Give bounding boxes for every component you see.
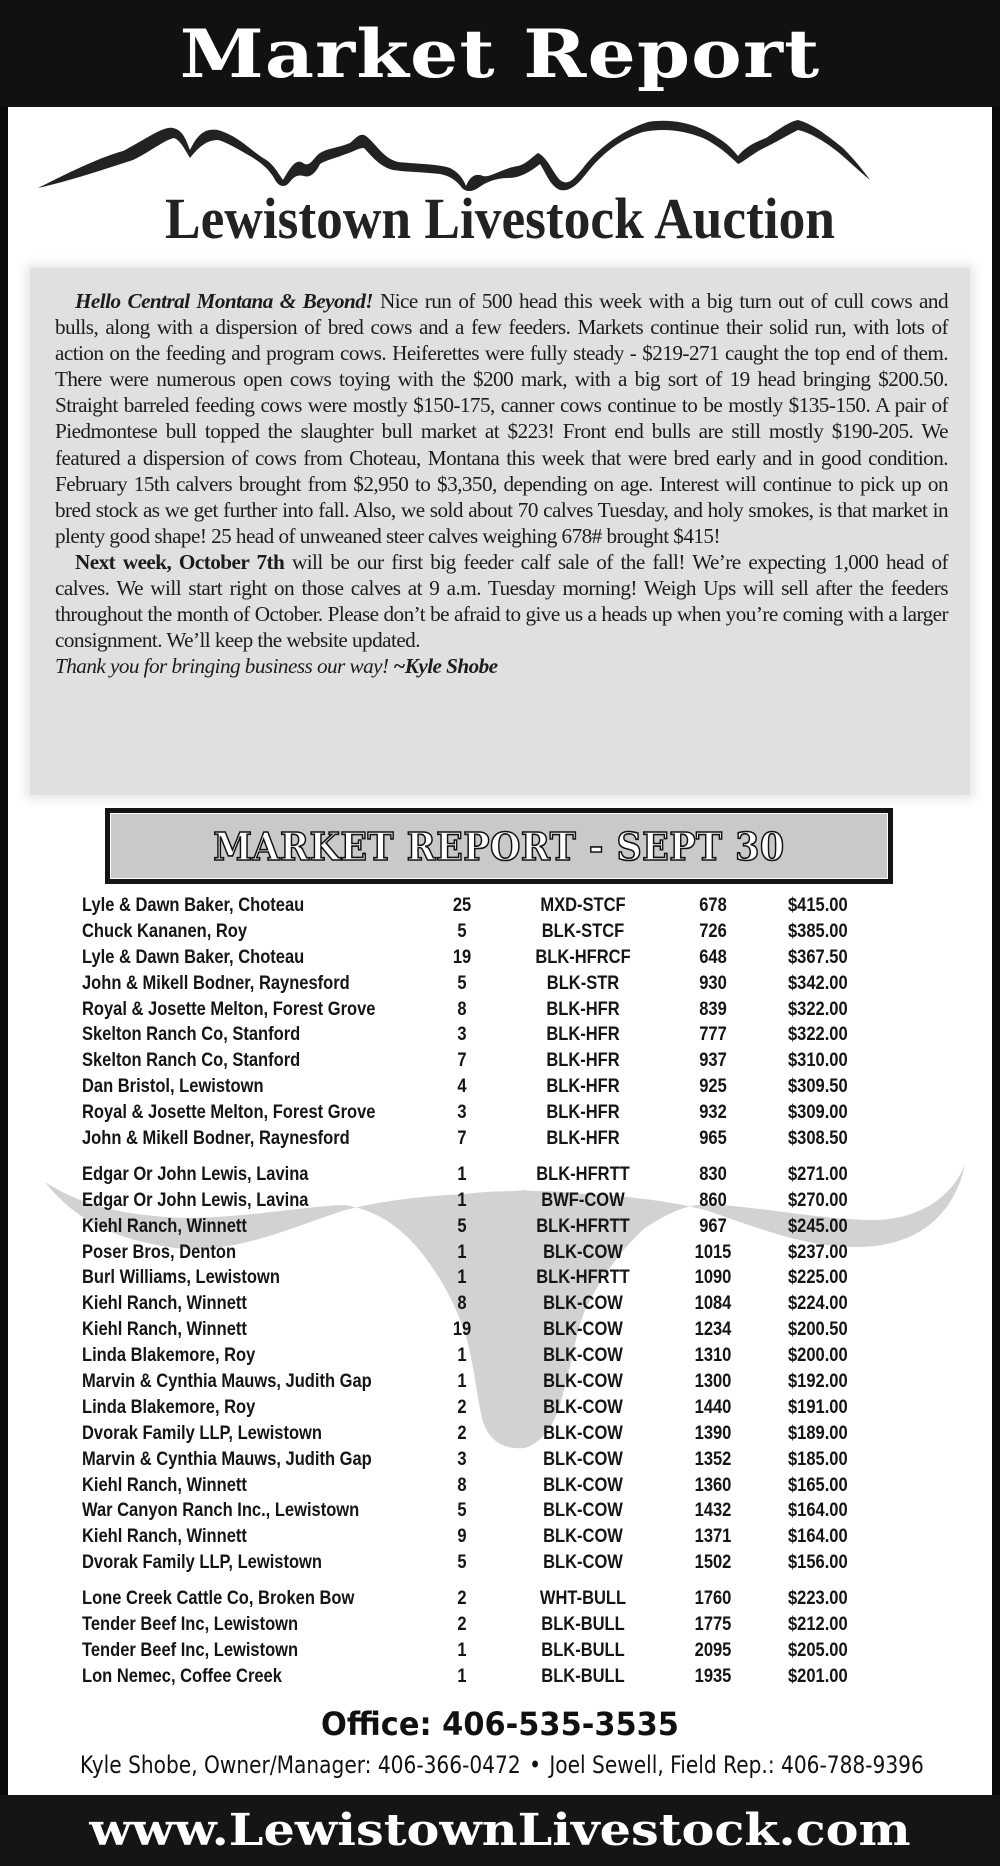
seller-name: John & Mikell Bodner, Raynesford — [82, 1128, 350, 1150]
seller-name: Lyle & Dawn Baker, Choteau — [82, 946, 305, 968]
seller-name: Linda Blakemore, Roy — [82, 1345, 256, 1367]
cattle-type: MXD-STCF — [540, 895, 626, 916]
seller-name: Skelton Ranch Co, Stanford — [82, 1050, 301, 1072]
seller-name: War Canyon Ranch Inc., Lewistown — [82, 1500, 360, 1522]
table-row — [0, 1473, 1000, 1499]
cattle-type: BLK-HFR — [546, 1024, 620, 1046]
weight: 860 — [699, 1189, 727, 1211]
cattle-type: BLK-STCF — [541, 920, 625, 942]
weight: 1084 — [694, 1293, 732, 1315]
seller-name: Tender Beef Inc, Lewistown — [82, 1614, 299, 1636]
intro-letter — [30, 268, 970, 795]
seller-name: Kiehl Ranch, Winnett — [82, 1319, 247, 1341]
seller-name: Dvorak Family LLP, Lewistown — [82, 1422, 322, 1444]
weight: 839 — [699, 998, 727, 1020]
intro-paragraph-2 — [55, 549, 948, 679]
weight: 967 — [699, 1215, 727, 1237]
head-count: 2 — [457, 1614, 467, 1636]
table-row — [0, 1265, 1000, 1291]
price: $164.00 — [788, 1526, 848, 1548]
seller-name: Royal & Josette Melton, Forest Grove — [82, 998, 376, 1020]
head-count: 1 — [457, 1163, 467, 1185]
price: $309.50 — [788, 1076, 848, 1098]
contacts-line — [80, 1748, 924, 1782]
weight: 1360 — [694, 1474, 732, 1496]
seller-name: John & Mikell Bodner, Raynesford — [82, 972, 350, 994]
head-count: 8 — [457, 998, 467, 1020]
website-link[interactable]: www.LewistownLivestock.com — [89, 1805, 911, 1856]
weight: 1775 — [694, 1614, 732, 1636]
weight: 678 — [699, 895, 727, 916]
seller-name: Marvin & Cynthia Mauws, Judith Gap — [82, 1371, 372, 1393]
head-count: 1 — [457, 1371, 467, 1393]
weight: 1310 — [694, 1345, 732, 1367]
header-bar — [0, 0, 1000, 107]
price: $185.00 — [788, 1448, 848, 1470]
sale-group — [0, 1162, 1000, 1576]
header-title: Market Report — [179, 15, 821, 93]
footer-bar — [0, 1795, 1000, 1866]
seller-name: Kiehl Ranch, Winnett — [82, 1215, 247, 1237]
seller-name: Dan Bristol, Lewistown — [82, 1076, 264, 1098]
price: $270.00 — [788, 1189, 848, 1211]
cattle-type: BLK-COW — [543, 1293, 623, 1315]
cattle-type: BLK-COW — [543, 1474, 623, 1496]
table-row — [0, 1612, 1000, 1638]
table-row — [0, 1498, 1000, 1524]
table-row — [0, 997, 1000, 1023]
cattle-type: BLK-HFRTT — [536, 1267, 630, 1289]
weight: 965 — [699, 1128, 727, 1150]
table-row — [0, 1291, 1000, 1317]
seller-name: Lyle & Dawn Baker, Choteau — [82, 895, 305, 916]
head-count: 5 — [457, 1552, 467, 1574]
weight: 830 — [699, 1163, 727, 1185]
seller-name: Lone Creek Cattle Co, Broken Bow — [82, 1588, 355, 1610]
price: $245.00 — [788, 1215, 848, 1237]
cattle-type: WHT-BULL — [539, 1588, 627, 1610]
table-row — [0, 1240, 1000, 1266]
weight: 777 — [699, 1024, 727, 1046]
price: $271.00 — [788, 1163, 848, 1185]
price: $201.00 — [788, 1665, 848, 1687]
weight: 1432 — [694, 1500, 732, 1522]
table-row — [0, 1126, 1000, 1152]
table-row — [0, 1369, 1000, 1395]
head-count: 7 — [457, 1128, 467, 1150]
head-count: 1 — [457, 1189, 467, 1211]
price: $322.00 — [788, 998, 848, 1020]
table-row — [0, 893, 1000, 919]
office-phone: Office: 406-535-3535 — [321, 1705, 679, 1743]
price: $385.00 — [788, 920, 848, 942]
table-row — [0, 1100, 1000, 1126]
field-rep-contact: Joel Sewell, Field Rep.: 406-788-9396 — [549, 1751, 924, 1779]
cattle-type: BLK-COW — [543, 1396, 623, 1418]
intro-paragraph-1 — [55, 288, 948, 549]
table-row — [0, 1214, 1000, 1240]
head-count: 3 — [457, 1024, 467, 1046]
seller-name: Kiehl Ranch, Winnett — [82, 1293, 247, 1315]
head-count: 8 — [457, 1293, 467, 1315]
head-count: 1 — [457, 1345, 467, 1367]
intro-paragraph-2-text: will be our first big feeder calf sale of the fall! We’re expecting 1,000 head of calves. We will start right on those calves at 9 a.m. Tuesday morning! Weigh Ups will sell after the feeders throughout the month of October. Please don’t be afraid to give us a heads up when you’re coming with a larger consignment. We’ll keep the website updated. — [55, 549, 949, 653]
seller-name: Tender Beef Inc, Lewistown — [82, 1639, 299, 1661]
table-row — [0, 1048, 1000, 1074]
price: $322.00 — [788, 1024, 848, 1046]
price: $310.00 — [788, 1050, 848, 1072]
weight: 1440 — [694, 1396, 732, 1418]
frame-right-border — [992, 107, 1000, 1795]
head-count: 3 — [457, 1102, 467, 1124]
head-count: 2 — [457, 1422, 467, 1444]
weight: 930 — [699, 972, 727, 994]
weight: 1502 — [694, 1552, 732, 1574]
table-row — [0, 1162, 1000, 1188]
seller-name: Dvorak Family LLP, Lewistown — [82, 1552, 322, 1574]
price: $342.00 — [788, 972, 848, 994]
weight: 925 — [699, 1076, 727, 1098]
price: $205.00 — [788, 1639, 848, 1661]
head-count: 5 — [457, 972, 467, 994]
table-row — [0, 1586, 1000, 1612]
head-count: 1 — [457, 1665, 467, 1687]
price: $415.00 — [788, 895, 848, 916]
head-count: 4 — [457, 1076, 467, 1098]
price: $367.50 — [788, 946, 848, 968]
weight: 726 — [699, 920, 727, 942]
weight: 1234 — [694, 1319, 732, 1341]
weight: 1352 — [694, 1448, 732, 1470]
cattle-type: BLK-COW — [543, 1371, 623, 1393]
sale-group — [0, 893, 1000, 1152]
weight: 1760 — [694, 1588, 732, 1610]
table-row — [0, 1447, 1000, 1473]
weight: 1300 — [694, 1371, 732, 1393]
seller-name: Kiehl Ranch, Winnett — [82, 1474, 247, 1496]
cattle-type: BLK-COW — [543, 1448, 623, 1470]
price: $224.00 — [788, 1293, 848, 1315]
seller-name: Lon Nemec, Coffee Creek — [82, 1665, 282, 1687]
sales-table — [0, 893, 1000, 1690]
market-report-title: MARKET REPORT - SEPT 30 — [213, 824, 785, 869]
price: $200.00 — [788, 1345, 848, 1367]
head-count: 9 — [457, 1526, 467, 1548]
cattle-type: BLK-HFRTT — [536, 1163, 630, 1185]
seller-name: Linda Blakemore, Roy — [82, 1396, 256, 1418]
head-count: 19 — [452, 1319, 472, 1341]
cattle-type: BLK-HFR — [546, 1102, 620, 1124]
next-week-highlight: Next week, October 7th — [75, 549, 285, 574]
cattle-type: BLK-BULL — [541, 1639, 625, 1661]
seller-name: Chuck Kananen, Roy — [82, 920, 248, 942]
weight: 2095 — [694, 1639, 732, 1661]
cattle-type: BLK-COW — [543, 1552, 623, 1574]
seller-name: Royal & Josette Melton, Forest Grove — [82, 1102, 376, 1124]
seller-name: Kiehl Ranch, Winnett — [82, 1526, 247, 1548]
head-count: 1 — [457, 1639, 467, 1661]
price: $200.50 — [788, 1319, 848, 1341]
weight: 1371 — [694, 1526, 732, 1548]
cattle-type: BLK-COW — [543, 1422, 623, 1444]
weight: 937 — [699, 1050, 727, 1072]
seller-name: Burl Williams, Lewistown — [82, 1267, 280, 1289]
price: $164.00 — [788, 1500, 848, 1522]
price: $191.00 — [788, 1396, 848, 1418]
cattle-type: BLK-HFR — [546, 1076, 620, 1098]
cattle-type: BLK-HFRTT — [536, 1215, 630, 1237]
weight: 1390 — [694, 1422, 732, 1444]
cattle-type: BLK-HFRCF — [535, 946, 631, 968]
cattle-type: BWF-COW — [541, 1189, 625, 1211]
table-row — [0, 1664, 1000, 1690]
table-row — [0, 945, 1000, 971]
price: $156.00 — [788, 1552, 848, 1574]
seller-name: Skelton Ranch Co, Stanford — [82, 1024, 301, 1046]
signature: ~Kyle Shobe — [393, 654, 498, 679]
cattle-type: BLK-BULL — [541, 1665, 625, 1687]
price: $223.00 — [788, 1588, 848, 1610]
seller-name: Edgar Or John Lewis, Lavina — [82, 1189, 309, 1211]
head-count: 3 — [457, 1448, 467, 1470]
weight: 1090 — [694, 1267, 732, 1289]
cattle-type: BLK-COW — [543, 1345, 623, 1367]
head-count: 8 — [457, 1474, 467, 1496]
price: $237.00 — [788, 1241, 848, 1263]
cattle-type: BLK-COW — [543, 1526, 623, 1548]
intro-greeting: Hello Central Montana & Beyond! — [75, 289, 373, 313]
weight: 648 — [699, 946, 727, 968]
mountain-logo-icon — [38, 118, 970, 193]
cattle-type: BLK-HFR — [546, 1050, 620, 1072]
head-count: 1 — [457, 1267, 467, 1289]
head-count: 5 — [457, 1500, 467, 1522]
seller-name: Marvin & Cynthia Mauws, Judith Gap — [82, 1448, 372, 1470]
table-row — [0, 1395, 1000, 1421]
cattle-type: BLK-COW — [543, 1241, 623, 1263]
table-row — [0, 1343, 1000, 1369]
price: $189.00 — [788, 1422, 848, 1444]
market-report-banner — [105, 808, 893, 884]
cattle-type: BLK-HFR — [546, 998, 620, 1020]
price: $165.00 — [788, 1474, 848, 1496]
auction-logo-text: Lewistown Livestock Auction — [164, 186, 835, 251]
cattle-type: BLK-COW — [543, 1500, 623, 1522]
cattle-type: BLK-HFR — [546, 1128, 620, 1150]
seller-name: Poser Bros, Denton — [82, 1241, 237, 1263]
table-row — [0, 1074, 1000, 1100]
weight: 1015 — [694, 1241, 732, 1263]
table-row — [0, 1188, 1000, 1214]
head-count: 25 — [452, 895, 472, 916]
table-row — [0, 1317, 1000, 1343]
cattle-type: BLK-BULL — [541, 1614, 625, 1636]
table-row — [0, 1550, 1000, 1576]
table-row — [0, 971, 1000, 997]
price: $192.00 — [788, 1371, 848, 1393]
thank-you-line: Thank you for bringing business our way! — [55, 654, 394, 679]
head-count: 5 — [457, 920, 467, 942]
seller-name: Edgar Or John Lewis, Lavina — [82, 1163, 309, 1185]
cattle-type: BLK-STR — [546, 972, 620, 994]
table-row — [0, 1022, 1000, 1048]
intro-paragraph-1-text: Nice run of 500 head this week with a big turn out of cull cows and bulls, along with a dispersion of bred cows and a few feeders. Markets continue their solid run, with lots of action on the feeding and program cows. Heiferettes were fully steady - $219-271 caught the top end of them. There were numerous open cows toying with the $200 mark, with a big sort of 19 head bringing $200.50. Straight barreled feeding cows were mostly $150-175, canner cows continue to be mostly $135-150. A pair of Piedmontese bull topped the slaughter bull market at $223! Front end bulls are still mostly $190-205. We featured a dispersion of cows from Choteau, Montana this week that were bred early and in good condition. February 15th calvers brought from $2,950 to $3,350, depending on age. Interest will continue to pick up on bred stock as we get further into fall. Also, we sold about 70 calves Tuesday, and holy smokes, is that market in plenty good shape! 25 head of unweaned steer calves weighing 678# brought $415! — [55, 289, 948, 548]
table-row — [0, 1638, 1000, 1664]
head-count: 2 — [457, 1396, 467, 1418]
sale-group — [0, 1586, 1000, 1690]
table-row — [0, 919, 1000, 945]
head-count: 5 — [457, 1215, 467, 1237]
weight: 1935 — [694, 1665, 732, 1687]
head-count: 1 — [457, 1241, 467, 1263]
price: $309.00 — [788, 1102, 848, 1124]
price: $308.50 — [788, 1128, 848, 1150]
head-count: 19 — [452, 946, 472, 968]
frame-left-border — [0, 107, 8, 1795]
head-count: 7 — [457, 1050, 467, 1072]
table-row — [0, 1421, 1000, 1447]
weight: 932 — [699, 1102, 727, 1124]
table-row — [0, 1524, 1000, 1550]
head-count: 2 — [457, 1588, 467, 1610]
cattle-type: BLK-COW — [543, 1319, 623, 1341]
price: $225.00 — [788, 1267, 848, 1289]
owner-contact: Kyle Shobe, Owner/Manager: 406-366-0472 — [80, 1751, 521, 1779]
bullet-separator: • — [529, 1751, 541, 1779]
price: $212.00 — [788, 1614, 848, 1636]
